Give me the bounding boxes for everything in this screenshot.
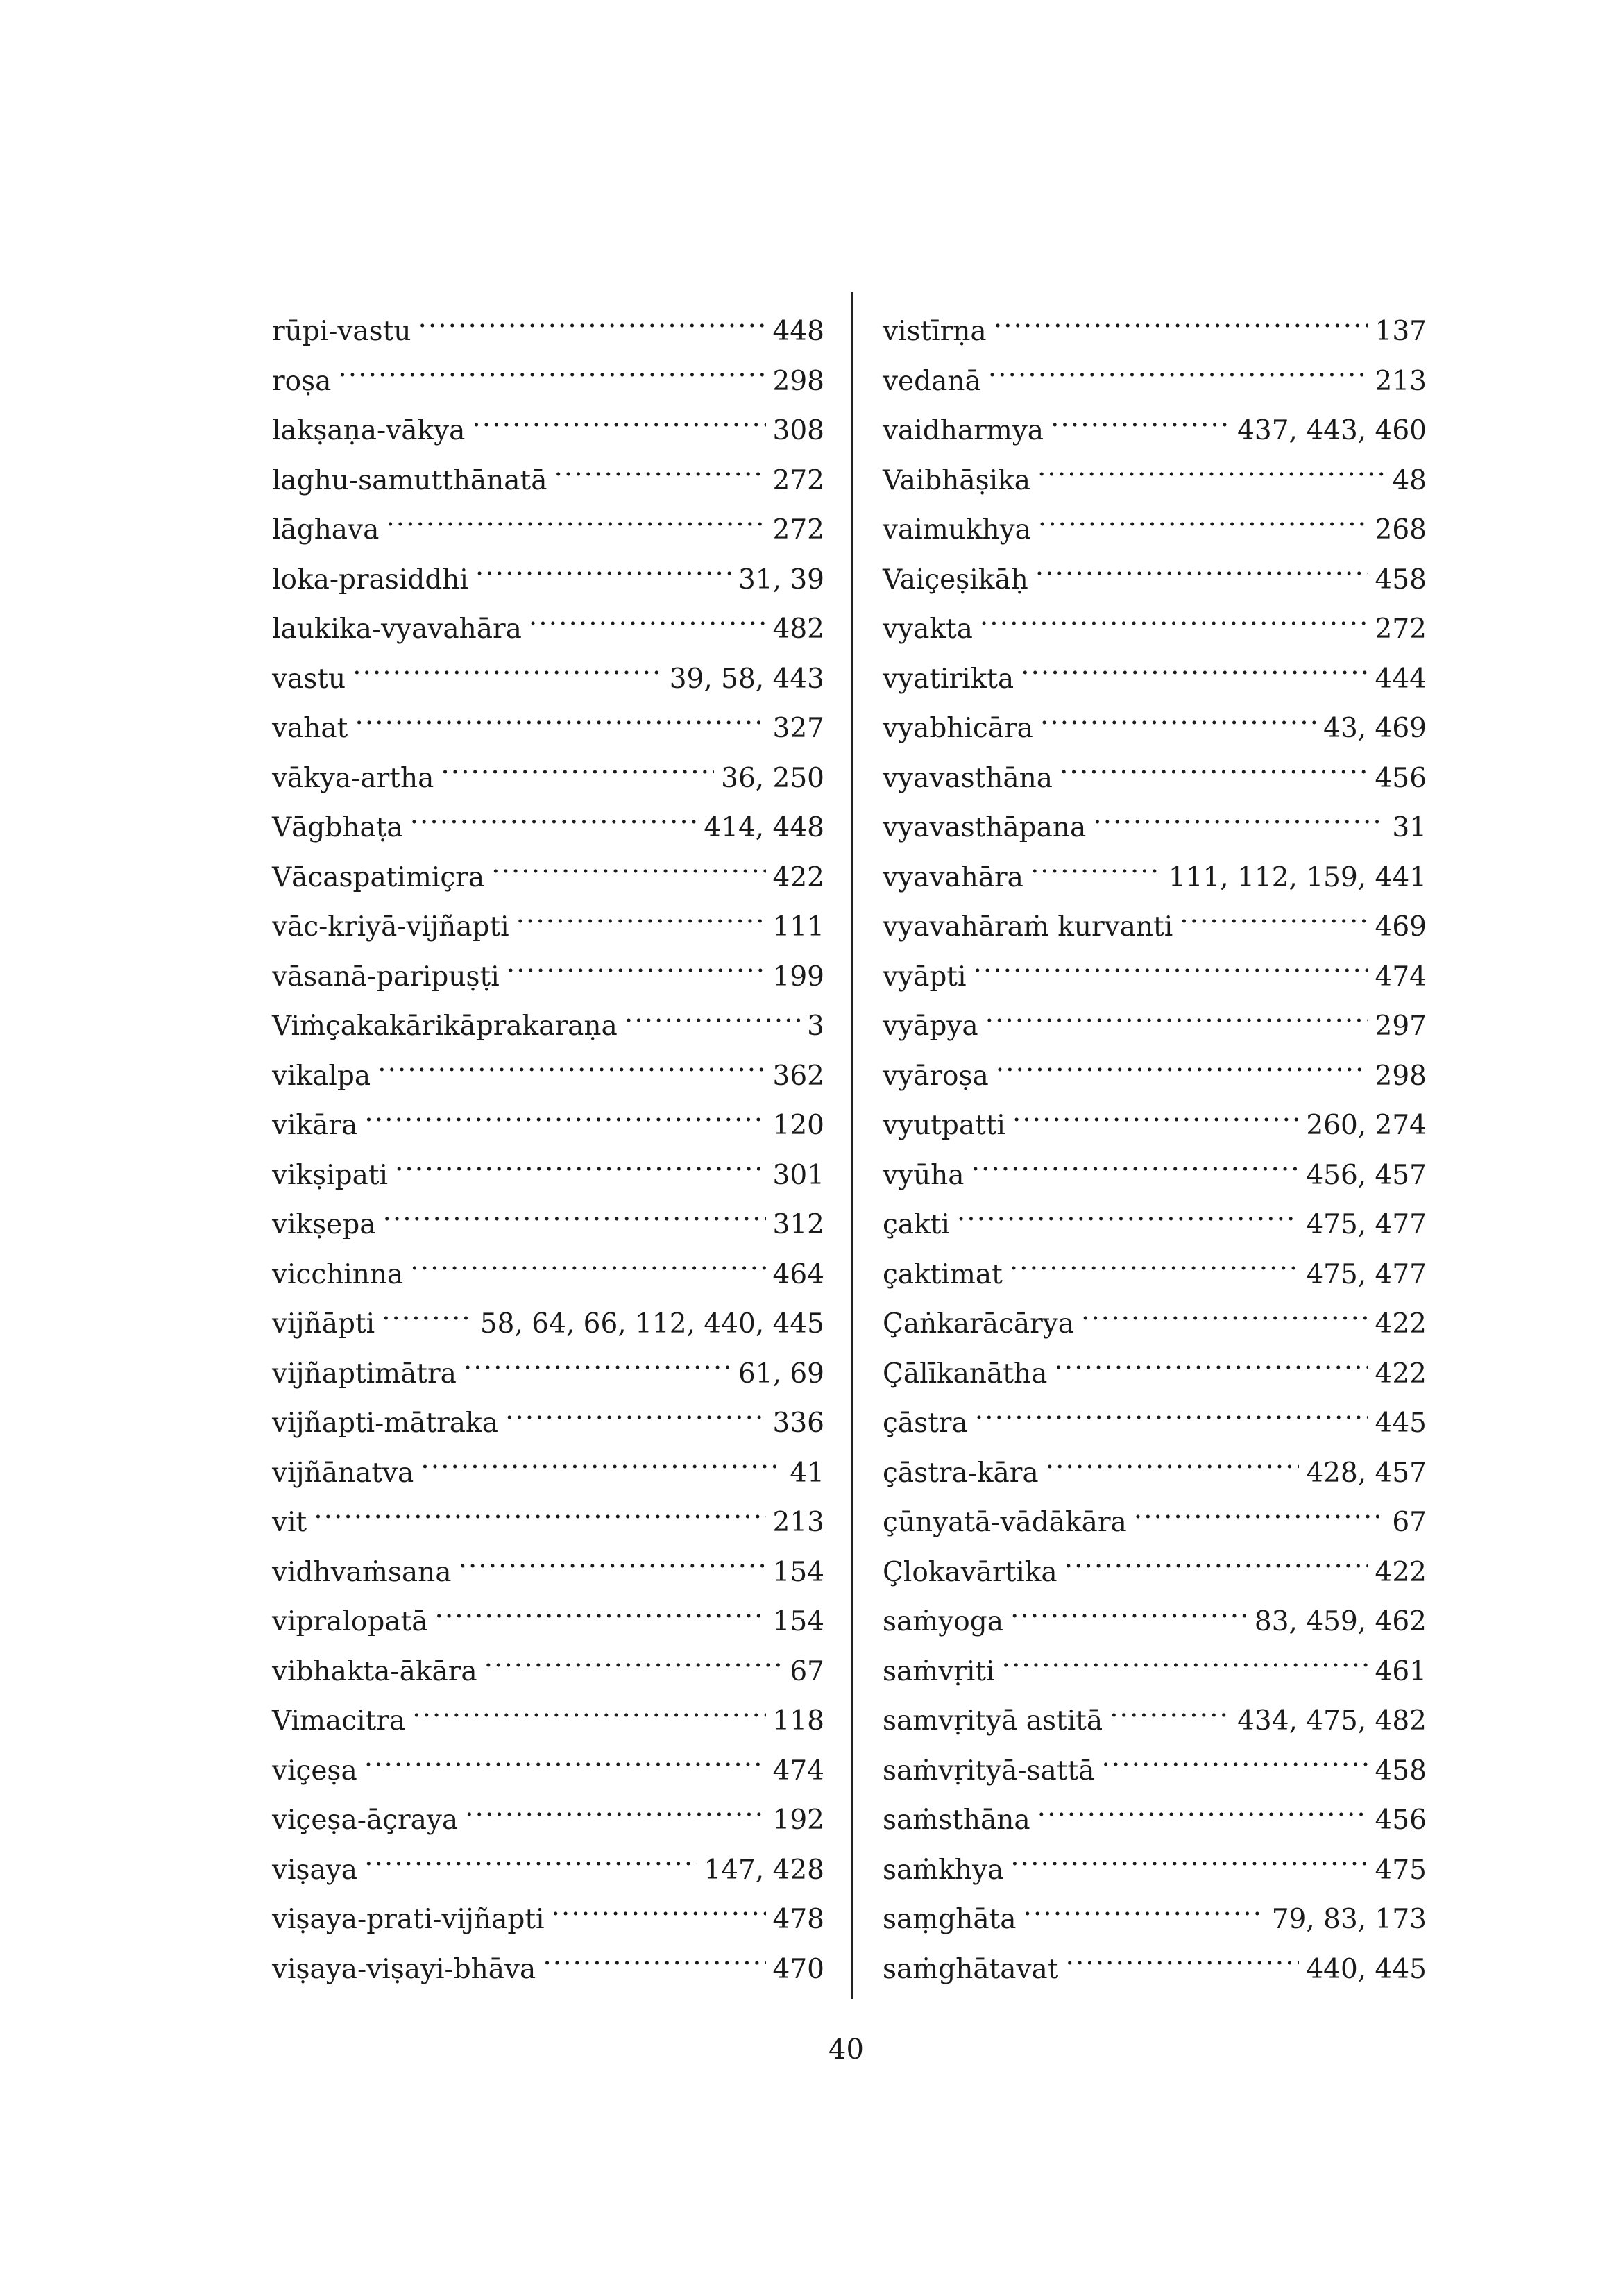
index-term: çāstra [883, 1408, 968, 1439]
index-page-refs: 297 [1375, 1011, 1427, 1042]
dot-leader [386, 512, 765, 539]
index-entry [883, 1647, 1427, 1697]
index-entry [883, 655, 1427, 704]
index-term: Çlokavārtika [883, 1556, 1057, 1588]
index-entry [883, 1151, 1427, 1201]
dot-leader [543, 1951, 765, 1978]
index-entry [272, 655, 824, 704]
index-term: vipralopatā [272, 1606, 428, 1637]
dot-leader [973, 959, 1368, 986]
index-page-refs: 474 [1375, 961, 1427, 993]
index-entry [883, 555, 1427, 605]
dot-leader [1035, 562, 1368, 589]
dot-leader [1040, 710, 1316, 737]
index-entry [272, 1101, 824, 1151]
index-page-refs: 414, 448 [704, 812, 824, 843]
dot-leader [1010, 1603, 1248, 1630]
dot-leader [505, 1405, 766, 1432]
index-page-refs: 422 [1375, 1308, 1427, 1340]
dot-leader [552, 1901, 766, 1928]
index-term: vidhvaṁsana [272, 1556, 452, 1588]
index-page-refs: 482 [772, 614, 824, 645]
index-term: saṁkhya [883, 1854, 1004, 1886]
index-term: vit [272, 1507, 307, 1538]
index-entry [272, 1250, 824, 1300]
index-page-refs: 301 [772, 1159, 824, 1191]
index-entry [272, 1299, 824, 1349]
index-term: vistīrṇa [883, 316, 987, 347]
index-term: Vaibhāṣika [883, 464, 1031, 496]
index-page-refs: 362 [772, 1060, 824, 1092]
index-page-refs: 444 [1375, 663, 1427, 695]
index-term: saṁvṛiti [883, 1655, 995, 1687]
index-page-refs: 445 [1375, 1408, 1427, 1439]
index-term: çāstra-kāra [883, 1457, 1039, 1489]
dot-leader [1180, 909, 1368, 936]
dot-leader [1101, 1753, 1368, 1780]
index-page-refs: 428, 457 [1306, 1457, 1427, 1489]
index-entry [883, 1002, 1427, 1052]
index-entry [883, 1052, 1427, 1101]
index-page-refs: 448 [772, 316, 824, 347]
index-entry [272, 1895, 824, 1945]
index-term: Viṁçakakārikāprakaraṇa [272, 1011, 618, 1042]
index-term: roṣa [272, 365, 332, 397]
dot-leader [1037, 1802, 1368, 1829]
index-page-refs: 434, 475, 482 [1237, 1705, 1427, 1737]
index-page-refs: 120 [772, 1110, 824, 1141]
dot-leader [377, 1058, 765, 1085]
index-entry [272, 754, 824, 804]
index-term: vikāra [272, 1110, 358, 1141]
dot-leader [418, 313, 765, 340]
dot-leader [1046, 1455, 1300, 1482]
dot-leader [464, 1356, 731, 1383]
dot-leader [355, 710, 765, 737]
dot-leader [957, 1206, 1299, 1233]
index-page-refs: 308 [772, 415, 824, 446]
index-term: vākya-artha [272, 762, 434, 794]
index-page-refs: 458 [1375, 1755, 1427, 1787]
dot-leader [352, 661, 663, 688]
index-page-refs: 3 [807, 1011, 824, 1042]
index-entry [883, 1696, 1427, 1746]
index-entry [883, 803, 1427, 853]
index-page-refs: 440, 445 [1306, 1953, 1427, 1985]
dot-leader [971, 1157, 1300, 1184]
index-entry [272, 1696, 824, 1746]
index-page-refs: 79, 83, 173 [1271, 1904, 1427, 1935]
index-term: Vaiçeṣikāḥ [883, 564, 1028, 596]
index-term: vijñāpti [272, 1308, 375, 1340]
index-page-refs: 111 [772, 911, 824, 943]
index-entry [883, 307, 1427, 357]
index-term: Vāgbhaṭa [272, 812, 403, 843]
index-page-refs: 456 [1375, 762, 1427, 794]
index-entry [272, 1597, 824, 1647]
index-term: vijñapti-mātraka [272, 1408, 498, 1439]
index-entry [883, 1597, 1427, 1647]
index-entry [272, 605, 824, 655]
index-entry [272, 1052, 824, 1101]
index-entry [883, 952, 1427, 1002]
index-entry [883, 853, 1427, 903]
dot-leader [1134, 1504, 1386, 1531]
dot-leader [364, 1852, 697, 1879]
index-entry [272, 505, 824, 555]
index-page-refs: 199 [772, 961, 824, 993]
dot-leader [624, 1008, 800, 1035]
index-page-refs: 475, 477 [1306, 1209, 1427, 1240]
index-term: Vimacitra [272, 1705, 406, 1737]
index-entry [272, 1846, 824, 1896]
index-entry [272, 952, 824, 1002]
dot-leader [1010, 1256, 1300, 1283]
index-entry [883, 1945, 1427, 1995]
index-term: viçeṣa-āçraya [272, 1805, 459, 1836]
index-term: viṣaya [272, 1854, 358, 1886]
column-divider [851, 292, 853, 1999]
index-term: saṁvṛityā-sattā [883, 1755, 1095, 1787]
index-term: vikṣepa [272, 1209, 376, 1240]
index-entry [272, 406, 824, 456]
dot-leader [1010, 1852, 1368, 1879]
dot-leader [1064, 1554, 1368, 1581]
index-term: vyavahāraṁ kurvanti [883, 911, 1173, 943]
dot-leader [529, 611, 766, 638]
index-term: vyāroṣa [883, 1060, 989, 1092]
index-page-refs: 67 [790, 1655, 824, 1687]
index-term: Çaṅkarācārya [883, 1308, 1075, 1340]
dot-leader [412, 1703, 765, 1730]
dot-leader [484, 1653, 783, 1680]
index-term: çaktimat [883, 1258, 1003, 1290]
index-term: saṁyoga [883, 1606, 1003, 1637]
index-term: viṣaya-viṣayi-bhāva [272, 1953, 536, 1985]
index-term: vijñānatva [272, 1457, 414, 1489]
index-page-refs: 336 [772, 1408, 824, 1439]
dot-leader [1012, 1107, 1299, 1134]
index-term: lakṣaṇa-vākya [272, 415, 466, 446]
dot-leader [1030, 859, 1162, 886]
index-term: vyūha [883, 1159, 965, 1191]
index-term: vyakta [883, 614, 973, 645]
dot-leader [472, 412, 765, 439]
index-entry [272, 1548, 824, 1598]
dot-leader [338, 363, 765, 390]
index-page-refs: 111, 112, 159, 441 [1168, 861, 1427, 893]
index-entry [883, 605, 1427, 655]
index-entry [883, 357, 1427, 407]
dot-leader [1060, 760, 1368, 787]
dot-leader [465, 1802, 765, 1829]
index-entry [883, 1349, 1427, 1399]
index-term: vikalpa [272, 1060, 371, 1092]
index-term: vikṣipati [272, 1159, 388, 1191]
index-entry [883, 1895, 1427, 1945]
index-entry [272, 1151, 824, 1201]
index-page-refs: 474 [772, 1755, 824, 1787]
index-entry [883, 1746, 1427, 1796]
index-page-refs: 272 [1375, 614, 1427, 645]
dot-leader [1054, 1356, 1368, 1383]
index-entry [883, 1449, 1427, 1499]
index-entry [272, 1200, 824, 1250]
index-entry [272, 1399, 824, 1449]
index-term: vyabhicāra [883, 713, 1033, 744]
index-term: çakti [883, 1209, 950, 1240]
index-column-left [272, 307, 824, 1994]
dot-leader [994, 313, 1368, 340]
index-page-refs: 36, 250 [721, 762, 824, 794]
dot-leader [1002, 1653, 1368, 1680]
index-page-refs: 475 [1375, 1854, 1427, 1886]
index-entry [883, 1796, 1427, 1846]
index-entry [272, 1945, 824, 1995]
dot-leader [1037, 462, 1385, 489]
index-term: vyutpatti [883, 1110, 1005, 1141]
dot-leader [1021, 661, 1368, 688]
index-term: saṁghātavat [883, 1953, 1059, 1985]
index-page-refs: 456, 457 [1306, 1159, 1427, 1191]
index-page-refs: 147, 428 [704, 1854, 824, 1886]
dot-leader [1081, 1306, 1368, 1333]
index-page-refs: 41 [790, 1457, 824, 1489]
index-entry [883, 902, 1427, 952]
index-page-refs: 272 [772, 464, 824, 496]
index-page-refs: 31, 39 [738, 564, 824, 596]
index-entry [883, 1299, 1427, 1349]
index-page-refs: 272 [772, 514, 824, 546]
index-term: viṣaya-prati-vijñapti [272, 1904, 545, 1935]
dot-leader [975, 1405, 1368, 1432]
dot-leader [382, 1206, 765, 1233]
dot-leader [1051, 412, 1230, 439]
dot-leader [410, 1256, 765, 1283]
index-term: vyavasthāna [883, 762, 1053, 794]
dot-leader [516, 909, 766, 936]
index-entry [883, 406, 1427, 456]
dot-leader [996, 1058, 1368, 1085]
index-term: çūnyatā-vādākāra [883, 1507, 1127, 1538]
index-entry [883, 754, 1427, 804]
index-term: saṃghāta [883, 1904, 1017, 1935]
index-page-refs: 475, 477 [1306, 1258, 1427, 1290]
index-term: vāsanā-paripuṣṭi [272, 961, 500, 993]
index-entry [272, 456, 824, 506]
index-term: vahat [272, 713, 348, 744]
index-page-refs: 154 [772, 1606, 824, 1637]
index-term: rūpi-vastu [272, 316, 411, 347]
index-page-refs: 154 [772, 1556, 824, 1588]
index-term: laukika-vyavahāra [272, 614, 522, 645]
dot-leader [507, 959, 766, 986]
index-term: viçeṣa [272, 1755, 357, 1787]
index-term: laghu-samutthānatā [272, 464, 547, 496]
index-page-refs: 422 [772, 861, 824, 893]
dot-leader [441, 760, 714, 787]
index-entry [272, 1449, 824, 1499]
index-page-refs: 456 [1375, 1805, 1427, 1836]
index-term: vyavasthāpana [883, 812, 1087, 843]
dot-leader [1065, 1951, 1299, 1978]
index-page-refs: 83, 459, 462 [1254, 1606, 1427, 1637]
index-term: vaidharmya [883, 415, 1044, 446]
index-page-refs: 422 [1375, 1358, 1427, 1390]
dot-leader [980, 611, 1368, 638]
index-page-refs: 137 [1375, 316, 1427, 347]
index-page-refs: 67 [1392, 1507, 1427, 1538]
index-term: Çālīkanātha [883, 1358, 1048, 1390]
index-entry [272, 853, 824, 903]
index-page-refs: 469 [1375, 911, 1427, 943]
index-page-refs: 312 [772, 1209, 824, 1240]
dot-leader [434, 1603, 765, 1630]
index-page-refs: 268 [1375, 514, 1427, 546]
index-entry [883, 1101, 1427, 1151]
dot-leader [314, 1504, 765, 1531]
index-entry [883, 1399, 1427, 1449]
index-entry [272, 1796, 824, 1846]
index-term: saṁsthāna [883, 1805, 1030, 1836]
index-term: lāghava [272, 514, 380, 546]
index-page-refs: 298 [772, 365, 824, 397]
index-entry [883, 704, 1427, 754]
dot-leader [382, 1306, 473, 1333]
index-entry [272, 1647, 824, 1697]
index-term: vāc-kriyā-vijñapti [272, 911, 509, 943]
index-page-refs: 58, 64, 66, 112, 440, 445 [479, 1308, 824, 1340]
dot-leader [985, 1008, 1368, 1035]
dot-leader [1038, 512, 1368, 539]
index-entry [883, 1200, 1427, 1250]
page-number: 40 [829, 2034, 864, 2066]
dot-leader [554, 462, 765, 489]
index-entry [272, 704, 824, 754]
dot-leader [364, 1107, 765, 1134]
index-page-refs: 61, 69 [738, 1358, 824, 1390]
index-page-refs: 298 [1375, 1060, 1427, 1092]
index-term: vyatirikta [883, 663, 1014, 695]
dot-leader [395, 1157, 766, 1184]
dot-leader [988, 363, 1368, 390]
index-column-right [883, 307, 1427, 1994]
index-entry [883, 1250, 1427, 1300]
dot-leader [420, 1455, 783, 1482]
index-term: vyāpti [883, 961, 967, 993]
index-term: vedanā [883, 365, 981, 397]
index-entry [272, 1002, 824, 1052]
dot-leader [364, 1753, 766, 1780]
index-entry [272, 902, 824, 952]
dot-leader [491, 859, 765, 886]
index-entry [883, 1498, 1427, 1548]
index-term: vijñaptimātra [272, 1358, 457, 1390]
index-page-refs: 478 [772, 1904, 824, 1935]
index-entry [272, 357, 824, 407]
index-term: vicchinna [272, 1258, 404, 1290]
index-page-refs: 260, 274 [1306, 1110, 1427, 1141]
index-page-refs: 327 [772, 713, 824, 744]
index-entry [272, 803, 824, 853]
index-page-refs: 192 [772, 1805, 824, 1836]
dot-leader [410, 809, 697, 836]
index-page-refs: 422 [1375, 1556, 1427, 1588]
index-entry [883, 1548, 1427, 1598]
index-page-refs: 213 [1375, 365, 1427, 397]
index-term: Vācaspatimiçra [272, 861, 485, 893]
dot-leader [475, 562, 731, 589]
index-term: vaimukhya [883, 514, 1031, 546]
index-page-refs: 118 [772, 1705, 824, 1737]
index-page-refs: 31 [1392, 812, 1427, 843]
index-term: vastu [272, 663, 346, 695]
index-term: vyavahāra [883, 861, 1023, 893]
index-entry [272, 1746, 824, 1796]
index-page-refs: 43, 469 [1323, 713, 1427, 744]
index-term: vyāpya [883, 1011, 978, 1042]
index-page-refs: 48 [1392, 464, 1427, 496]
index-entry [272, 1349, 824, 1399]
index-entry [272, 555, 824, 605]
index-page-refs: 470 [772, 1953, 824, 1985]
index-page-refs: 458 [1375, 564, 1427, 596]
index-entry [883, 456, 1427, 506]
index-page-refs: 437, 443, 460 [1237, 415, 1427, 446]
index-page-refs: 464 [772, 1258, 824, 1290]
index-term: samvṛityā astitā [883, 1705, 1103, 1737]
index-page-refs: 39, 58, 443 [669, 663, 824, 695]
index-entry [883, 1846, 1427, 1896]
index-page-refs: 461 [1375, 1655, 1427, 1687]
index-page-refs: 213 [772, 1507, 824, 1538]
dot-leader [1023, 1901, 1265, 1928]
dot-leader [1093, 809, 1385, 836]
index-entry [883, 505, 1427, 555]
dot-leader [459, 1554, 766, 1581]
index-term: loka-prasiddhi [272, 564, 468, 596]
dot-leader [1110, 1703, 1230, 1730]
index-entry [272, 307, 824, 357]
index-entry [272, 1498, 824, 1548]
index-term: vibhakta-ākāra [272, 1655, 477, 1687]
